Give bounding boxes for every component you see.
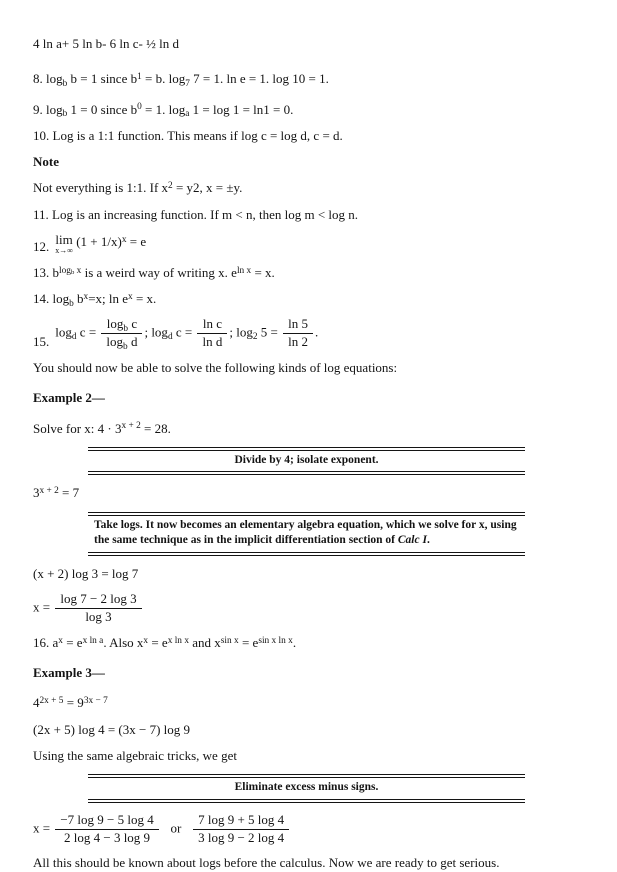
note-heading: Note: [33, 154, 59, 169]
limit-equation: lim x→∞ $(1 + 1/x)^x = e$: [55, 231, 147, 255]
log-rule-item-11: 11. Log is an increasing function. If m < n, then log m < log n.: [33, 206, 359, 222]
equation-x-solution: x = $\frac{\log 7 - 2 \log 3}{\log 3}$: [33, 592, 577, 625]
closing-paragraph: All this should be known about logs before the calculus. Now we are ready to get serious.: [33, 855, 500, 871]
equation-2x5-log4: (2x + 5) log 4 = (3x − 7) log 9: [33, 721, 191, 737]
log-rule-item-14: 14. $\log_b b^x=x$; $\ln e^x = x$.: [33, 291, 157, 309]
log-rule-item-13: 13. $b^{log_b x}$ is a weird way of writing x. $e^{ln x} = x$.: [33, 264, 275, 280]
item-number: 12.: [33, 238, 50, 254]
equation-3-x2-equals-7: $3^{x + 2} = 7$: [33, 485, 80, 501]
note-body: Not everything is 1:1. If $x^2 = y2$, x = ±y.: [33, 180, 243, 196]
expression-ln-terms: 4 ln a+ 5 ln b- 6 ln c- ½ ln d: [33, 36, 179, 51]
equation-final-solution: x = $\frac{-7 \log 9 - 5 \log 4}{2 \log 4 - 3 \log 9}$ or $\frac{7 \log 9 + 5 \log 4}{3 \log 9 - 2 \log 4}$: [33, 813, 577, 846]
log-rule-item-16: 16. $a^x = e^{x ln a}$. Also $x^x = e^{x ln x}$ and $x^{sin x} = e^{sin x ln x}$.: [33, 634, 297, 650]
log-rule-item-10: 10. Log is a 1:1 function. This means if log c = log d, c = d.: [33, 127, 343, 143]
solve-intro-paragraph: You should now be able to solve the following kinds of log equations:: [33, 360, 398, 376]
tricks-paragraph: Using the same algebraic tricks, we get: [33, 747, 237, 763]
log-rule-item-15: [33, 317, 577, 350]
note-box-take-logs: Take logs. It now becomes an elementary algebra equation, which we solve for x, using the same technique as in the implicit differentiation section of Calc I.: [88, 512, 525, 556]
log-rule-item-9: 9. $\log_b 1 = 0$ since $b^0 = 1$. $\log_a 1 = \log 1 = \ln 1 = 0$.: [33, 101, 294, 120]
log-rule-item-12: [33, 233, 577, 255]
note-box-eliminate: Eliminate excess minus signs.: [88, 774, 525, 803]
equation-4-equals-9: $4^{2x + 5} = 9^{3x - 7}$: [33, 695, 108, 711]
note-box-divide: Divide by 4; isolate exponent.: [88, 447, 525, 476]
example-3-heading: Example 3—: [33, 665, 105, 681]
example-2-problem: Solve for x: $4 \cdot 3^{x + 2} = 28$.: [33, 420, 171, 436]
change-of-base-equation: $\log_d c$ = $\frac{\log_b c}{\log_b d}$ ; $\log_d c$ = $\frac{\text{ln c}}{\text{ln d}}$ ; $\log_2 5$ = $\frac{\ln 5}{\ln 2}$ .: [55, 316, 319, 352]
item-number: 15.: [33, 333, 50, 349]
equation-x2-log3: (x + 2) log 3 = log 7: [33, 565, 139, 581]
example-2-heading: Example 2—: [33, 390, 105, 406]
log-rule-item-8: 8. $\log_b b = 1$ since $b^1 = b$. $\log_7 7 = 1$. ln e = 1. log 10 = 1.: [33, 71, 329, 89]
